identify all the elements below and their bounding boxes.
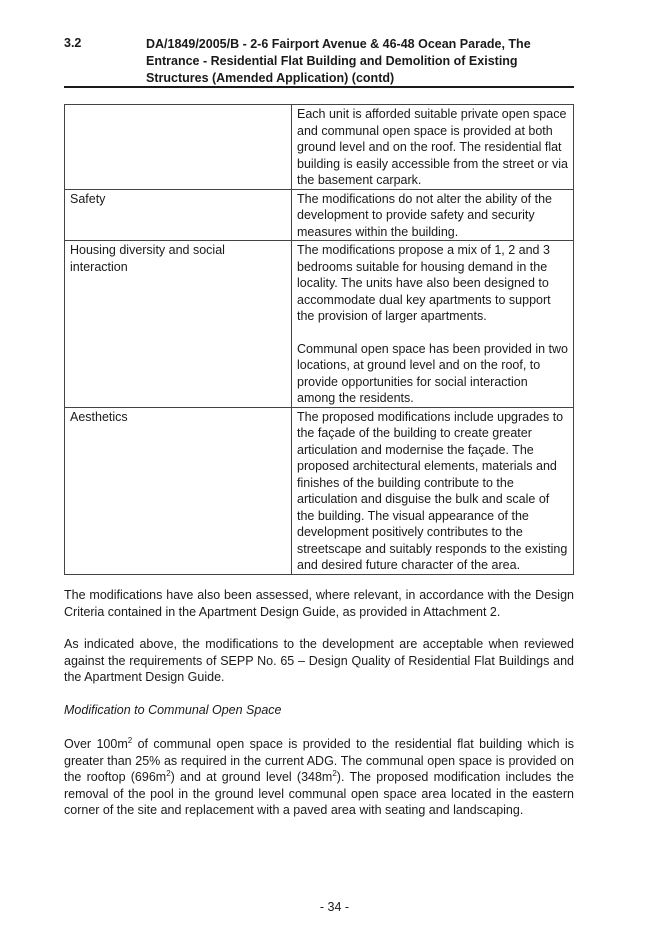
section-title: DA/1849/2005/B - 2-6 Fairport Avenue & 46-48 Ocean Parade, The Entrance - Residential Flat Building and Demolition of Existing Structures (Amended Application) (contd) [146, 37, 531, 85]
body-paragraph [64, 636, 574, 686]
header-divider [64, 86, 574, 88]
paragraph-text [64, 736, 574, 819]
text-run: of communal open space is provided to the residential flat building which is greater than 25% as required in the current ADG. The communal open space is provided on the rooftop (696m [64, 737, 574, 784]
cell-paragraph: The modifications propose a mix of 1, 2 and 3 bedrooms suitable for housing demand in the locality. The units have also been designed to accommodate dual key apartments to support the provision of larger apartments. [297, 243, 551, 323]
table-row [65, 241, 574, 408]
paragraph-text: As indicated above, the modifications to the development are acceptable when reviewed against the requirements of SEPP No. 65 – Design Quality of Residential Flat Buildings and the Apartment Design Guide. [64, 637, 574, 684]
table-cell-text [292, 105, 574, 190]
body-paragraph [64, 736, 574, 819]
table-cell-text [292, 241, 574, 408]
table-cell-label: Aesthetics [65, 407, 292, 574]
body-paragraph [64, 587, 574, 620]
cell-paragraph: Each unit is afforded suitable private open space and communal open space is provided at both ground level and on the roof. The residential flat building is easily accessible from the street or via the basement carpark. [297, 107, 568, 187]
cell-paragraph: Communal open space has been provided in two locations, at ground level and on the roof, to provide opportunities for social interaction among the residents. [297, 341, 569, 405]
superscript: 2 [166, 768, 171, 778]
table-cell-text [292, 189, 574, 241]
table-row [65, 105, 574, 190]
text-run: Over 100m [64, 737, 128, 751]
section-number: 3.2 [64, 36, 82, 50]
table-cell-label [65, 105, 292, 190]
text-run: ). The proposed modification includes the removal of the pool in the ground level communal open space area located in the eastern corner of the site and replacement with a paved area with seating and landscaping. [64, 770, 574, 817]
table-row [65, 189, 574, 241]
table-row [65, 407, 574, 574]
cell-paragraph: The modifications do not alter the ability of the development to provide safety and security measures within the building. [297, 191, 553, 239]
table-cell-label: Safety [65, 189, 292, 241]
cell-paragraph: The proposed modifications include upgrades to the façade of the building to create greater articulation and modernise the façade. The proposed architectural elements, materials and finishes of the building contribute to the articulation and disguise the bulk and scale of the building. The visual appearance of the development positively contributes to the streetscape and suitably responds to the existing and desired future character of the area. [297, 409, 568, 572]
page-number: - 34 - [319, 900, 350, 914]
table-cell-label: Housing diversity and social interaction [65, 241, 292, 408]
superscript: 2 [127, 735, 133, 745]
table-cell-text [292, 407, 574, 574]
subheading-text: Modification to Communal Open Space [64, 703, 282, 717]
superscript: 2 [332, 768, 337, 778]
text-run: ) and at ground level (348m [170, 770, 333, 784]
paragraph-text: The modifications have also been assessed, where relevant, in accordance with the Design Criteria contained in the Apartment Design Guide, as provided in Attachment 2. [64, 588, 574, 619]
subheading [64, 702, 574, 719]
criteria-table [64, 104, 574, 575]
